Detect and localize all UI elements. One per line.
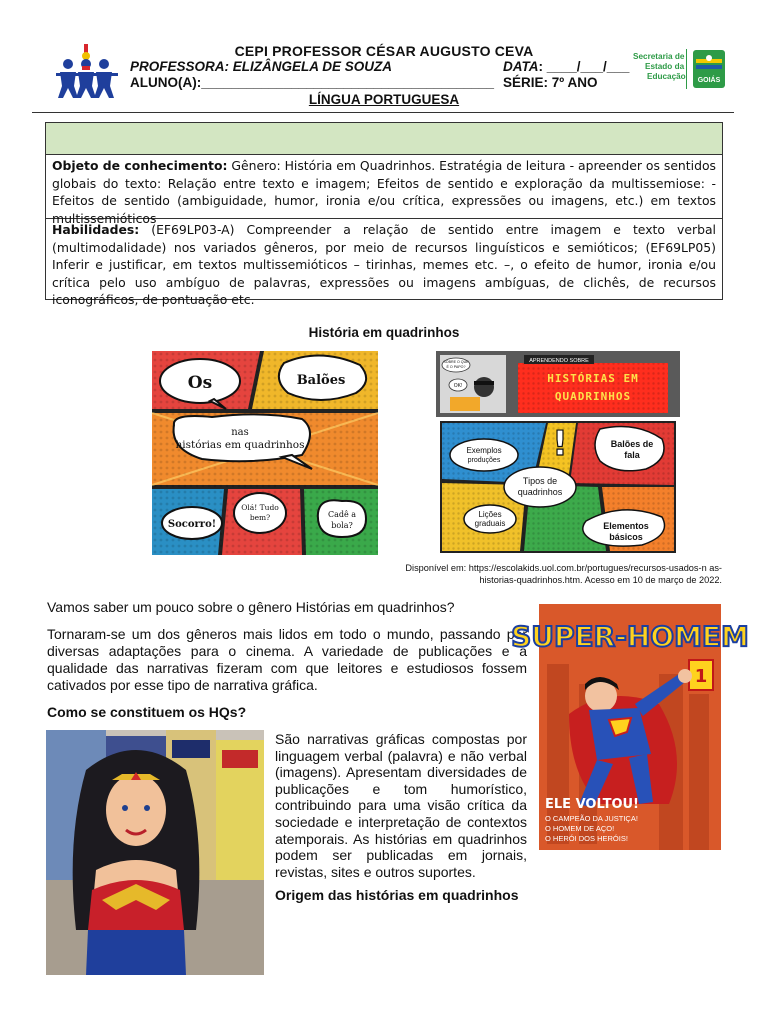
balloon-exemplos-2: produções xyxy=(467,457,501,464)
grade-field: SÉRIE: 7º ANO xyxy=(503,75,598,90)
balloon-cade-2: bola? xyxy=(331,521,353,530)
intro-question: Vamos saber um pouco sobre o gênero Histórias em quadrinhos? xyxy=(47,599,455,615)
balloon-baloes: Balões xyxy=(296,373,346,388)
objectives-table xyxy=(45,122,723,307)
student-field: ALUNO(A):_______________________________________ xyxy=(130,75,495,90)
cover-title: SUPER-HOMEM xyxy=(511,620,749,653)
subject-title: LÍNGUA PORTUGUESA xyxy=(308,92,460,107)
knowledge-label: Objeto de conhecimento: xyxy=(52,158,228,173)
banner-title-2: QUADRINHOS xyxy=(554,390,632,403)
knowledge-object-row xyxy=(46,155,722,226)
balloon-nas: nas xyxy=(231,427,249,438)
speech-balloons-comic-image xyxy=(152,351,378,555)
balloon-baloes-1: Balões de xyxy=(610,439,654,449)
gov-badge: GOIÁS xyxy=(697,77,721,84)
header-divider xyxy=(32,112,734,113)
balloon-baloes-2: fala xyxy=(624,450,640,460)
superman-comic-cover-image xyxy=(511,604,749,850)
balloon-tipos-1: Tipos de xyxy=(522,476,558,486)
image-source-credit: Disponível em: https://escolakids.uol.com.br/portugues/recursos-usados-n as-historias-quadrinhos.htm. Acesso em 10 de março de 2022. xyxy=(405,563,722,585)
gov-text-3: Educação xyxy=(647,72,686,81)
banner-tag: APRENDENDO SOBRE xyxy=(529,358,589,364)
subtitle-origin: Origem das histórias em quadrinhos xyxy=(275,887,519,903)
balloon-socorro: Socorro! xyxy=(167,519,217,530)
banner-small-1: SOBRE O QUE xyxy=(443,360,469,364)
teacher-name: PROFESSORA: ELIZÂNGELA DE SOUZA xyxy=(130,59,393,74)
government-logo xyxy=(633,49,733,91)
balloon-ola-2: bem? xyxy=(249,513,271,522)
cover-issue: 1 xyxy=(694,666,708,687)
gov-text-1: Secretaria de xyxy=(633,52,685,61)
balloon-licoes-2: graduais xyxy=(474,519,506,528)
balloon-tipos-2: quadrinhos xyxy=(517,487,563,497)
balloon-licoes-1: Lições xyxy=(478,510,502,519)
balloon-os: Os xyxy=(187,373,213,393)
balloon-elementos-1: Elementos xyxy=(603,521,649,531)
date-label: DATA xyxy=(503,59,539,74)
exclamation-mark: ! xyxy=(552,424,568,464)
skills-row xyxy=(46,219,722,311)
school-name: CEPI PROFESSOR CÉSAR AUGUSTO CEVA xyxy=(234,43,534,59)
cover-line-3: O HERÓI DOS HERÓIS! xyxy=(545,834,628,843)
wonder-woman-comics-image xyxy=(46,730,264,975)
balloon-exemplos-1: Exemplos xyxy=(466,446,502,455)
cover-line-1: O CAMPEÃO DA JUSTIÇA! xyxy=(545,814,638,823)
objectives-table-header xyxy=(46,123,722,155)
date-blank: : ____/___/___ xyxy=(538,59,630,74)
balloon-hq: histórias em quadrinhos xyxy=(175,439,305,451)
balloon-cade-1: Cadê a xyxy=(327,510,357,519)
intro-paragraph: Tornaram-se um dos gêneros mais lidos em todo o mundo, passando por diversas adaptações para o cinema. A variedade de publicações e a qualidade das narrativas fizeram com que leitores e estudiosos fossem cativados por esse tipo de narrativa gráfica. xyxy=(47,626,527,693)
subtitle-how-hq: Como se constituem os HQs? xyxy=(47,704,247,720)
cover-line-2: O HOMEM DE AÇO! xyxy=(545,824,615,833)
skills-text: (EF69LP03-A) Compreender a relação de sentido entre imagem e texto verbal (multimodalidade) nos variados gêneros, por meio de recursos linguísticos e semióticos; (EF69LP05) Inferir e justificar, em textos multissemióticos – tirinhas, memes etc. –, o efeito de humor, ironia e/ou crítica pelo uso ambíguo de palavras, expressões ou imagens ambíguas, de clichês, de recursos iconográficos, de pontuação etc. xyxy=(52,222,716,307)
cover-headline: ELE VOLTOU! xyxy=(545,797,639,812)
gov-text-2: Estado da xyxy=(645,62,685,71)
hq-paragraph: São narrativas gráficas compostas por linguagem verbal (palavra) e não verbal (imagens). Apresentam diversidades de publicações e tom humorístico, contribuindo para uma visão crítica da sociedade e interpretação de contextos atemporais. As histórias em quadrinhos podem ser publicadas em jornais, revistas, sites e outros suportes. xyxy=(275,731,527,880)
knowledge-text: Gênero: História em Quadrinhos. Estratégia de leitura - apreender os sentidos globais do texto: Relação entre texto e imagem; Efeitos de sentido e exploração da multissemiose: - Efeitos de sentido (ambiguidade, humor, ironia e/ou crítica, expressões ou imagens, etc.) em textos multissemióticos xyxy=(52,158,716,226)
banner-ok: OK! xyxy=(453,383,463,389)
skills-label: Habilidades: xyxy=(52,222,140,237)
date-field xyxy=(503,59,629,74)
balloon-ola-1: Olá! Tudo xyxy=(241,503,279,512)
comic-elements-image xyxy=(436,351,680,555)
balloon-elementos-2: básicos xyxy=(609,532,643,542)
banner-title-1: HISTÓRIAS EM xyxy=(547,372,639,385)
section-title: História em quadrinhos xyxy=(308,325,460,340)
banner-small-2: É O PAPO? xyxy=(446,365,466,369)
